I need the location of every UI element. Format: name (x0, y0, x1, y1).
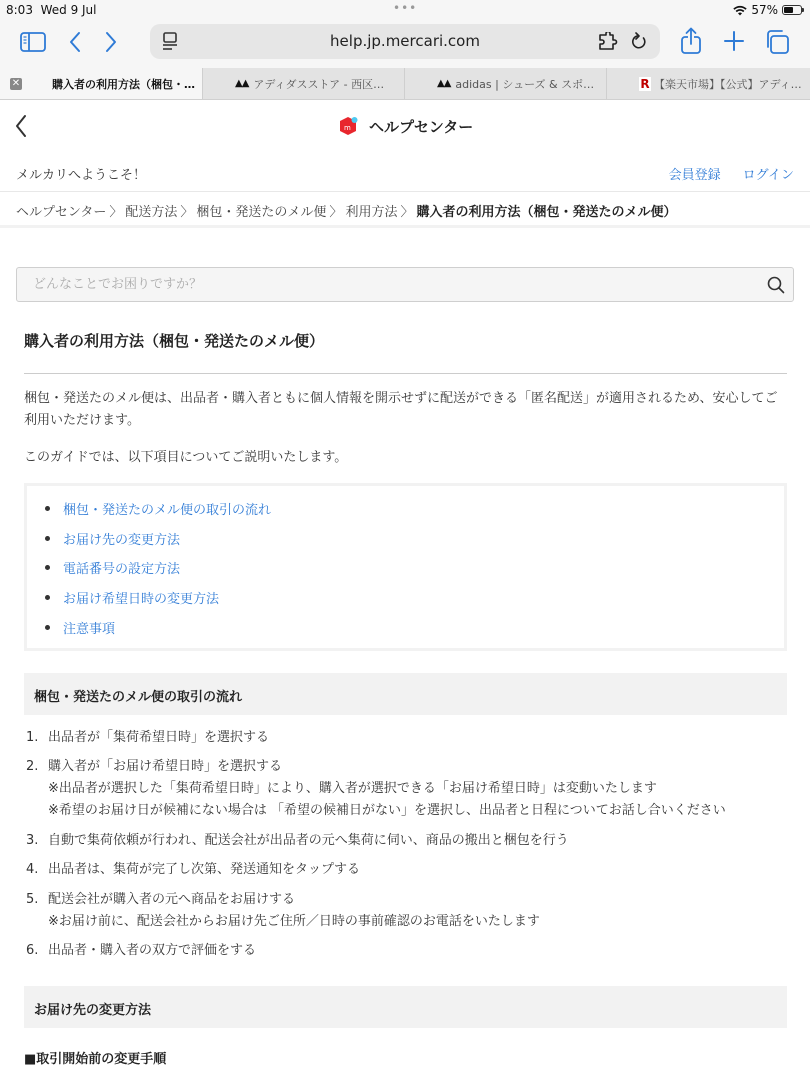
tabs-overview-icon[interactable] (764, 29, 790, 55)
back-icon[interactable] (68, 31, 82, 53)
tab-adidas-store[interactable]: ▲▲ アディダスストア - 西区… (203, 68, 405, 99)
toc-link-flow[interactable]: 梱包・発送たのメル便の取引の流れ (63, 503, 272, 519)
svg-text:m: m (344, 124, 351, 132)
toc-item (27, 553, 784, 583)
login-link[interactable]: ログイン (742, 168, 794, 183)
step-note: ※出品者が選択した「集荷希望日時」により、購入者が選択できる「お届け希望日時」は変動いたします (48, 781, 657, 797)
help-center-title: ヘルプセンター (369, 117, 474, 136)
close-tab-icon[interactable]: ✕ (11, 78, 21, 89)
wifi-icon (733, 5, 747, 16)
search-box (16, 267, 794, 302)
mercari-logo-icon (337, 115, 359, 137)
toc-link-phone-setting[interactable]: 電話番号の設定方法 (63, 562, 181, 578)
bullet-icon (45, 536, 50, 541)
adidas-logo-icon: ▲▲ (235, 78, 249, 89)
breadcrumb-separator: 〉 (109, 205, 123, 220)
multitasking-dots[interactable]: ••• (393, 1, 418, 15)
breadcrumb-help-center[interactable]: ヘルプセンター (16, 205, 107, 220)
battery-percent: 57% (751, 3, 778, 17)
rakuten-logo-icon: R (640, 76, 650, 91)
bullet-icon (45, 506, 50, 511)
article-intro: 梱包・発送たのメル便は、出品者・購入者ともに個人情報を開示せずに配送ができる「匿名配送」が適用されるため、安心してご利用いただけます。 (24, 391, 778, 428)
breadcrumb-tanomeru[interactable]: 梱包・発送たのメル便 (196, 205, 327, 220)
step-item: 5. 配送会社が購入者の元へ商品をお届けする ※お届け前に、配送会社からお届け先ご住所／日時の事前確認のお電話をいたします (24, 889, 787, 933)
step-item: 4. 出品者は、集荷が完了し次第、発送通知をタップする (26, 862, 361, 878)
step-item: 1. 出品者が「集荷希望日時」を選択する (26, 729, 270, 745)
section-heading-change-address: お届け先の変更方法 (24, 986, 787, 1028)
step-note: ※希望のお届け日が候補にない場合は 「希望の候補日がない」を選択し、出品者と日程についてお話し合いください (48, 803, 726, 819)
toc-item (27, 583, 784, 613)
share-icon[interactable] (680, 27, 702, 55)
breadcrumb-shipping[interactable]: 配送方法 (125, 205, 178, 220)
breadcrumb-usage[interactable]: 利用方法 (345, 205, 398, 220)
section-heading-flow: 梱包・発送たのメル便の取引の流れ (24, 673, 787, 715)
brand[interactable] (337, 115, 473, 137)
toc-item (27, 612, 784, 642)
extension-icon[interactable] (598, 32, 620, 56)
toc-link-change-address[interactable]: お届け先の変更方法 (63, 532, 181, 548)
forward-icon[interactable] (104, 31, 118, 53)
address-bar[interactable] (150, 24, 660, 59)
article-title: 購入者の利用方法（梱包・発送たのメル便） (24, 318, 787, 374)
new-tab-icon[interactable] (723, 30, 745, 52)
sidebar-icon[interactable] (20, 32, 46, 52)
toc-item (27, 524, 784, 554)
step-item: 2. 購入者が「お届け希望日時」を選択する ※出品者が選択した「集荷希望日時」により、購入者が選択できる「お届け希望日時」は変動いたします ※希望のお届け日が候補にない場合は 「希望の候補日がない」を選択し、出品者と日程についてお話し合いください (24, 756, 787, 822)
guide-text: このガイドでは、以下項目についてご説明いたします。 (24, 450, 348, 465)
tab-adidas-shoes[interactable]: ▲▲ adidas | シューズ & スポ… (405, 68, 607, 99)
subheading-before-transaction: ■取引開始前の変更手順 (24, 1052, 167, 1068)
search-input[interactable] (17, 268, 757, 301)
article (24, 318, 787, 1067)
table-of-contents (24, 483, 787, 651)
step-item: 3. 自動で集荷依頼が行われ、配送会社が出品者の元へ集荷に伺い、商品の搬出と梱包を行う (26, 832, 569, 848)
browser-toolbar (0, 20, 810, 68)
bullet-icon (45, 625, 50, 630)
welcome-text: メルカリへようこそ！ (16, 168, 147, 183)
flow-steps (24, 727, 787, 963)
step-note: ※お届け前に、配送会社からお届け先ご住所／日時の事前確認のお電話をいたします (48, 913, 540, 929)
adidas-logo-icon: ▲▲ (437, 78, 451, 89)
bullet-icon (45, 565, 50, 570)
toc-item (27, 494, 784, 524)
battery-icon (782, 5, 802, 15)
bullet-icon (45, 595, 50, 600)
site-header (0, 100, 810, 152)
tab-bar (0, 68, 810, 100)
step-item: 6. 出品者・購入者の双方で評価をする (26, 943, 257, 959)
search-icon[interactable] (767, 276, 785, 298)
breadcrumb: ヘルプセンター 〉 配送方法 〉 梱包・発送たのメル便 〉 利用方法 〉 購入者の利用方法（梱包・発送たのメル便） (0, 192, 810, 228)
toc-link-notes[interactable]: 注意事項 (63, 621, 116, 637)
tab-rakuten[interactable]: R 【楽天市場】【公式】アディ… (640, 76, 802, 91)
tab-mercari-help[interactable]: ✕ 購入者の利用方法（梱包・… (0, 68, 203, 99)
toc-link-change-datetime[interactable]: お届け希望日時の変更方法 (63, 592, 220, 608)
back-chevron-icon[interactable] (14, 113, 28, 143)
welcome-row (0, 152, 810, 192)
status-bar (0, 0, 810, 20)
url-text[interactable]: help.jp.mercari.com (330, 32, 480, 50)
reload-icon[interactable] (630, 31, 648, 55)
breadcrumb-current: 購入者の利用方法（梱包・発送たのメル便） (416, 205, 677, 220)
register-link[interactable]: 会員登録 (668, 168, 721, 183)
status-time: 8:03 Wed 9 Jul (6, 3, 97, 17)
